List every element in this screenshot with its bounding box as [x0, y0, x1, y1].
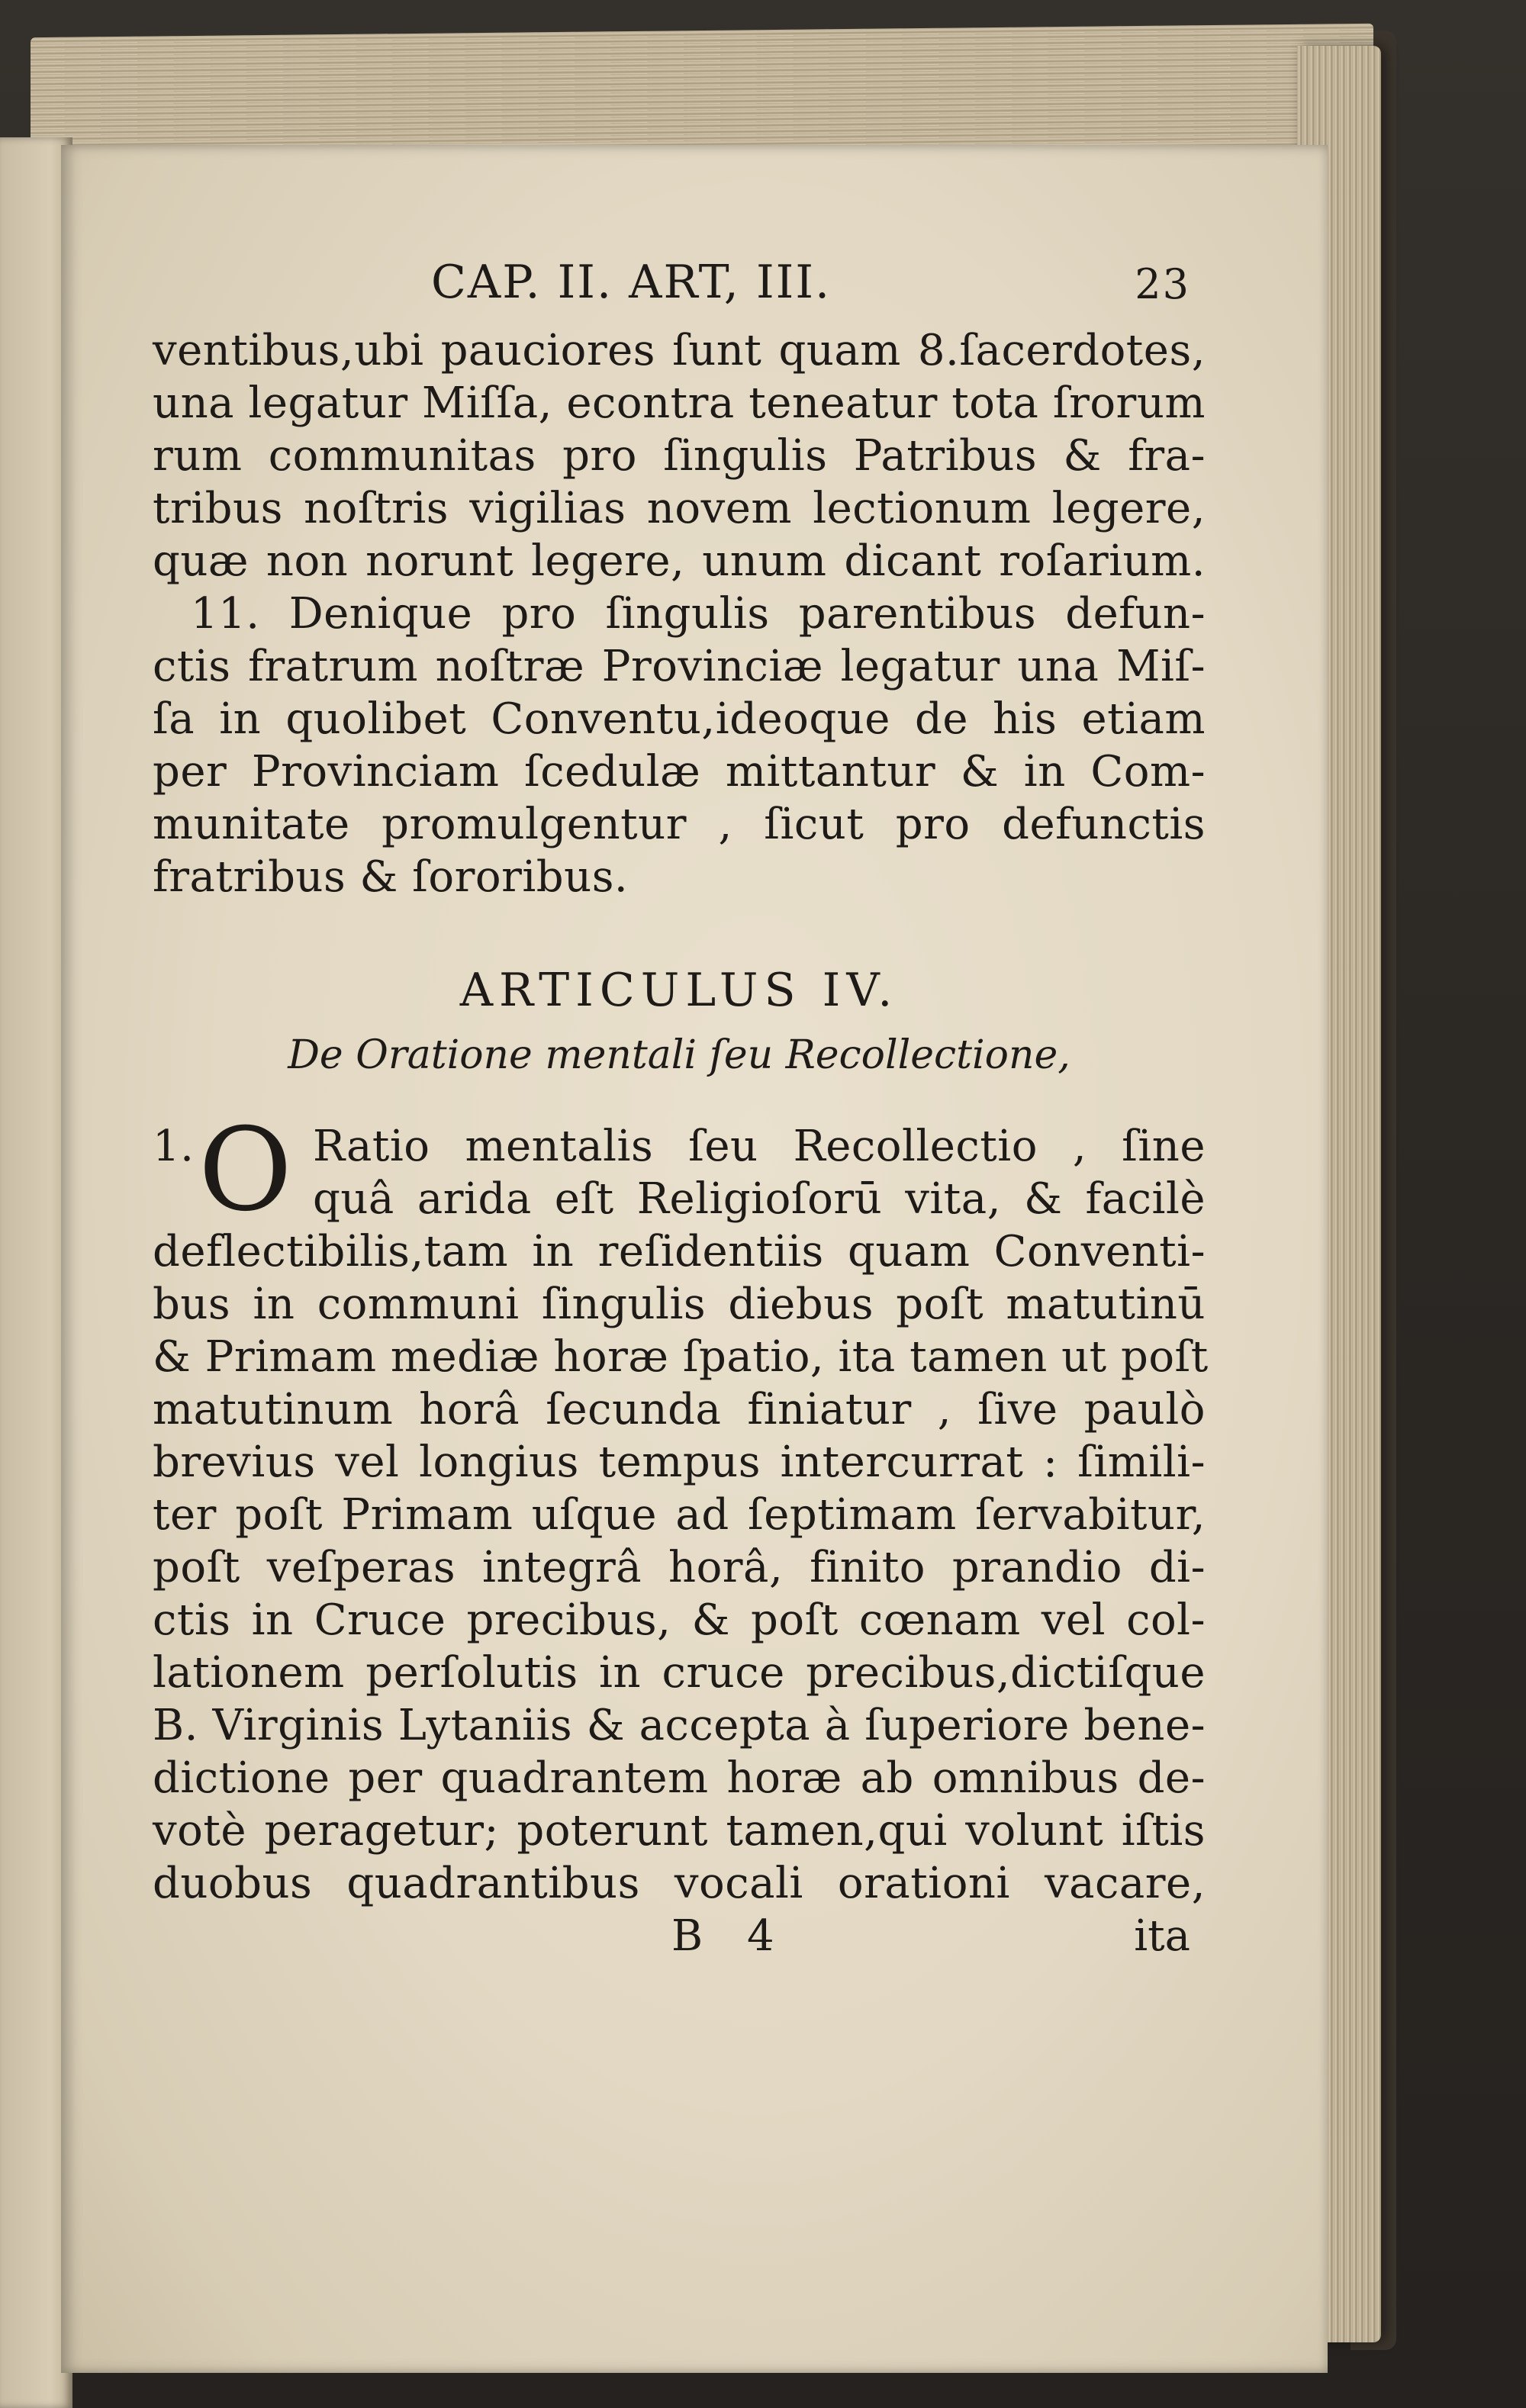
signature-mark: B 4 [671, 1911, 790, 1961]
text-line: ventibus,ubi pauciores ſunt quam 8.ſacerdotes, [153, 326, 1206, 375]
text-line: munitate promulgentur , ſicut pro defunctis [153, 800, 1206, 849]
text-line: quæ non norunt legere, unum dicant roſarium. [153, 536, 1206, 586]
text-line: fratribus & ſororibus. [153, 852, 629, 902]
text-line: ter poſt Primam uſque ad ſeptimam ſervabitur, [153, 1490, 1206, 1540]
text-line: ctis in Cruce precibus, & poſt cœnam vel col- [153, 1595, 1206, 1645]
text-line: tribus noſtris vigilias novem lectionum legere, [153, 484, 1206, 533]
text-line: & Primam mediæ horæ ſpatio, ita tamen ut poſt [153, 1332, 1209, 1382]
text-line: una legatur Miſſa, econtra teneatur tota ſrorum [153, 378, 1206, 428]
text-line: deflectibilis,tam in reſidentiis quam Conventi- [153, 1227, 1206, 1276]
text-line: matutinum horâ ſecunda finiatur , ſive paulò [153, 1385, 1206, 1434]
text-line: 11. Denique pro ſingulis parentibus defun- [191, 589, 1206, 639]
paragraph-number: 1. [153, 1122, 195, 1171]
text-line: votè peragetur; poterunt tamen,qui volunt iſtis [153, 1806, 1206, 1856]
text-line: per Provinciam ſcedulæ mittantur & in Com- [153, 747, 1206, 797]
text-line: dictione per quadrantem horæ ab omnibus de- [153, 1753, 1206, 1803]
text-line: rum communitas pro ſingulis Patribus & fra- [153, 431, 1206, 481]
drop-cap: O [198, 1104, 293, 1237]
paragraph-2 [153, 588, 1206, 903]
paragraph-1 [153, 324, 1206, 588]
text-line: bus in communi ſingulis diebus poſt matutinū [153, 1280, 1206, 1329]
page-text [153, 256, 1209, 1980]
page-header [153, 256, 1206, 324]
article-subheading: De Oratione mentali ſeu Recollectione, [288, 1032, 1070, 1078]
text-line: ctis fratrum noſtræ Provinciæ legatur una Miſ- [153, 642, 1206, 691]
text-line: B. Virginis Lytaniis & accepta à ſuperiore bene- [153, 1701, 1206, 1750]
text-line: quâ arida eſt Religioſorū vita, & facilè [313, 1174, 1206, 1224]
book-top-edges [31, 24, 1373, 159]
article-heading: ARTICULUS IV. [459, 964, 899, 1017]
paragraph-3 [153, 1104, 1209, 1910]
text-line: duobus quadrantibus vocali orationi vacare, [153, 1859, 1206, 1908]
text-line: poſt veſperas integrâ horâ, finito prandio di- [153, 1543, 1206, 1592]
text-line: lationem perſolutis in cruce precibus,dictiſque [153, 1648, 1206, 1698]
page-footer [153, 1911, 1206, 1980]
text-line: brevius vel longius tempus intercurrat : ſimili- [153, 1437, 1206, 1487]
text-line: ſa in quolibet Conventu,ideoque de his etiam [153, 694, 1206, 744]
running-head: CAP. II. ART, III. [431, 256, 832, 309]
page-number: 23 [1135, 260, 1190, 308]
first-line-text: Ratio mentalis ſeu Recollectio , ſine [313, 1122, 1206, 1171]
catchword: ita [1134, 1911, 1190, 1961]
